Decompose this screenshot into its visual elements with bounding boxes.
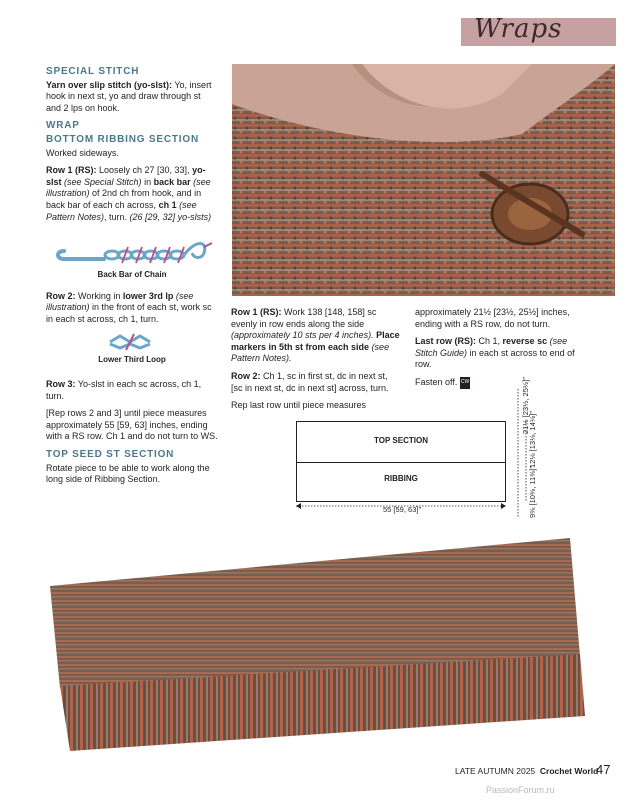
rep-last-row-text: Rep last row until piece measures [231,400,367,411]
schematic-ribbing-label: RIBBING [384,474,418,483]
right-column [415,307,590,395]
page-number: 47 [596,762,611,777]
footer-magazine: Crochet World [539,766,599,776]
section-title: Wraps [474,14,563,44]
schematic-total-height-label: 21½ [23½, 25½]" [521,377,530,434]
schematic-width-label: 55 [59, 63]" [383,505,422,514]
wrap-heading: WRAP [46,120,80,132]
bottom-ribbing-heading: BOTTOM RIBBING SECTION [46,133,199,145]
schematic-divider [297,462,505,463]
back-bar-caption: Back Bar of Chain [97,270,167,280]
lower-third-loop-illustration [46,332,218,352]
footer-issue: LATE AUTUMN 2025 [455,766,536,776]
row1-paragraph: Row 1 (RS): Loosely ch 27 [30, 33], yo-slst (see Special Stitch) in back bar (see illustration) of 2nd ch from hook, and in back bar of each ch across, ch 1 (see Pattern Notes), turn. (26 [29, 32] yo-slsts) [46,165,212,222]
lower-third-loop-caption: Lower Third Loop [98,354,166,364]
schematic-top-height-label: 12⅛ [13⅛, 14⅛]" [528,411,537,468]
footer-issue-line [455,766,598,776]
wrap-flat-photo [40,536,585,758]
model-photo [232,64,615,296]
top-seed-paragraph: Rotate piece to be able to work along the long side of Ribbing Section. [46,462,210,485]
last-row-paragraph: Last row (RS): Ch 1, reverse sc (see Stitch Guide) in each st across to end of row. [415,336,575,370]
worked-sideways-text: Worked sideways. [46,147,119,158]
row2-paragraph: Row 2: Working in lower 3rd lp (see illustration) in the front of each st, work sc in each st across, ch 1, turn. [46,290,212,324]
top-row1-paragraph: Row 1 (RS): Work 138 [148, 158] sc evenly in row ends along the side (approximately 10 sts per 4 inches). Place markers in 5th st from each side (see Pattern Notes). [231,307,400,364]
cw-end-badge: CW [460,377,470,389]
continuation-paragraph: approximately 21½ [23½, 25½] inches, ending with a RS row, do not turn. [415,307,570,329]
middle-column [231,307,401,418]
fasten-off-paragraph: Fasten off. CW [415,377,470,388]
schematic-top-label: TOP SECTION [374,436,428,445]
watermark: PassionForum.ru [486,785,555,795]
top-seed-heading: TOP SEED ST SECTION [46,449,175,461]
schematic-rib-height-label: 9⅜ [10⅜, 11⅜]" [528,465,537,518]
special-stitch-paragraph: Yarn over slip stitch (yo-slst): Yo, insert hook in next st, yo and draw through st and 2 lps on hook. [46,79,212,113]
top-row2-paragraph: Row 2: Ch 1, sc in first st, dc in next st, [sc in next st, dc in next st] across, turn. [231,370,389,393]
schematic-box [296,421,506,502]
repeat-paragraph: [Rep rows 2 and 3] until piece measures approximately 55 [59, 63] inches, ending with a RS row. Ch 1 and do not turn to WS. [46,408,218,442]
row3-paragraph: Row 3: Yo-slst in each sc across, ch 1, turn. [46,379,202,401]
back-bar-illustration [46,229,218,269]
model-photo-image [232,64,615,296]
special-stitch-heading: SPECIAL STITCH [46,66,140,77]
left-column [46,66,218,492]
